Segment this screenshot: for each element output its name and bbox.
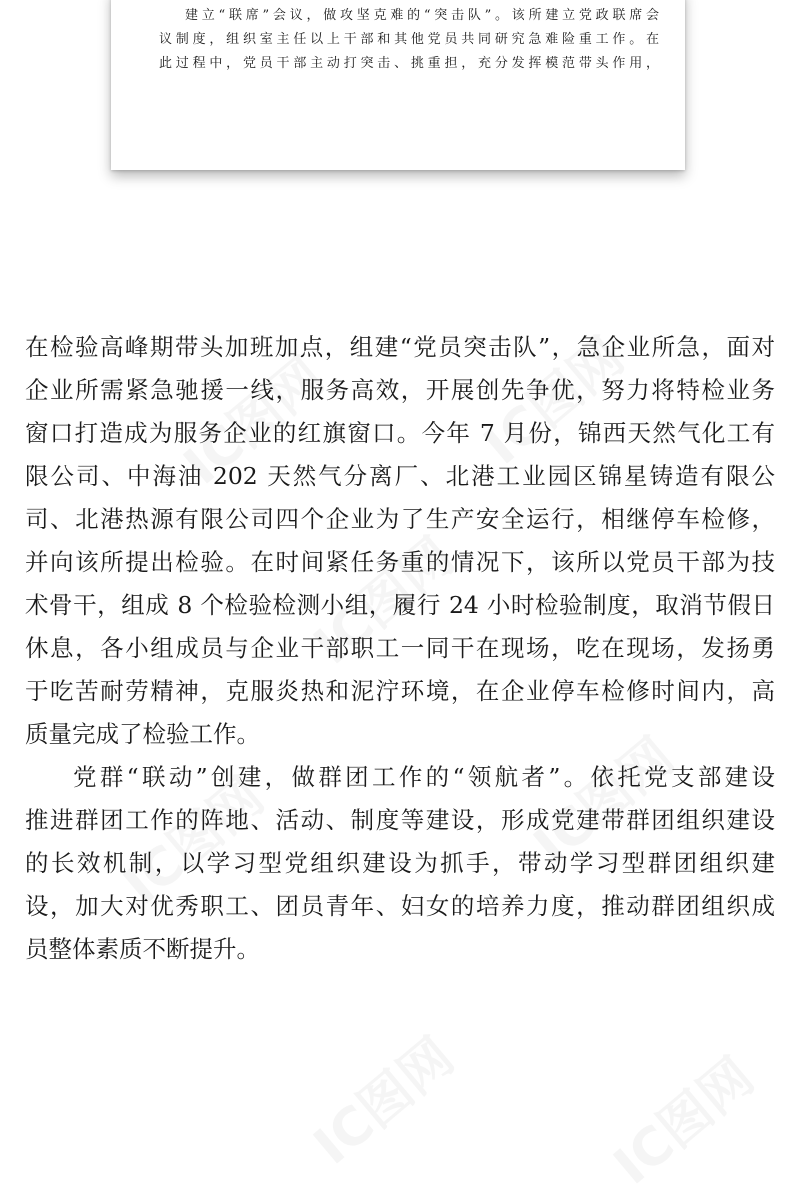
text-line: 于吃苦耐劳精神，克服炎热和泥泞环境，在企业停车检修时间内，高	[25, 677, 775, 705]
watermark-text: IC图网	[173, 346, 336, 497]
preview-paragraph	[159, 4, 659, 76]
watermark-text: IC图网	[303, 1026, 466, 1177]
text-line: 窗口打造成为服务企业的红旗窗口。今年 7 月份，锦西天然气化工有	[25, 419, 775, 447]
text-line: 在检验高峰期带头加班加点，组建“党员突击队”，急企业所急，面对	[25, 333, 775, 361]
text-line: 限公司、中海油 202 天然气分离厂、北港工业园区锦星铸造有限公	[25, 462, 775, 490]
paragraph-1	[25, 326, 775, 756]
text-line: 并向该所提出检验。在时间紧任务重的情况下，该所以党员干部为技	[25, 548, 775, 576]
text-line: 休息，各小组成员与企业干部职工一同干在现场，吃在现场，发扬勇	[25, 634, 775, 662]
watermark-text: IC图网	[523, 726, 686, 877]
article-body	[25, 326, 775, 971]
preview-line: 此过程中，党员干部主动打突击、挑重担，充分发挥模范带头作用，	[159, 56, 659, 71]
text-line: 企业所需紧急驰援一线，服务高效，开展创先争优，努力将特检业务	[25, 376, 775, 404]
text-line: 质量完成了检验工作。	[25, 720, 260, 748]
preview-line: 议制度，组织室主任以上干部和其他党员共同研究急难险重工作。在	[159, 32, 659, 47]
watermark-text: IC图网	[113, 766, 276, 917]
paragraph-2	[25, 756, 775, 971]
watermark-text: IC图网	[303, 526, 466, 677]
watermark-text: IC图网	[603, 1046, 766, 1197]
text-line: 推进群团工作的阵地、活动、制度等建设，形成党建带群团组织建设	[25, 806, 775, 834]
text-line: 司、北港热源有限公司四个企业为了生产安全运行，相继停车检修，	[25, 505, 775, 533]
watermark-text: IC图网	[473, 326, 636, 477]
text-line: 设，加大对优秀职工、团员青年、妇女的培养力度，推动群团组织成	[25, 892, 775, 920]
text-line: 术骨干，组成 8 个检验检测小组，履行 24 小时检验制度，取消节假日	[25, 591, 775, 619]
preview-line: 建立“联席”会议，做攻坚克难的“突击队”。该所建立党政联席会	[185, 8, 659, 23]
previous-page-preview	[111, 0, 685, 170]
text-line: 党群“联动”创建，做群团工作的“领航者”。依托党支部建设	[73, 763, 775, 791]
text-line: 员整体素质不断提升。	[25, 935, 260, 963]
text-line: 的长效机制，以学习型党组织建设为抓手，带动学习型群团组织建	[25, 849, 775, 877]
